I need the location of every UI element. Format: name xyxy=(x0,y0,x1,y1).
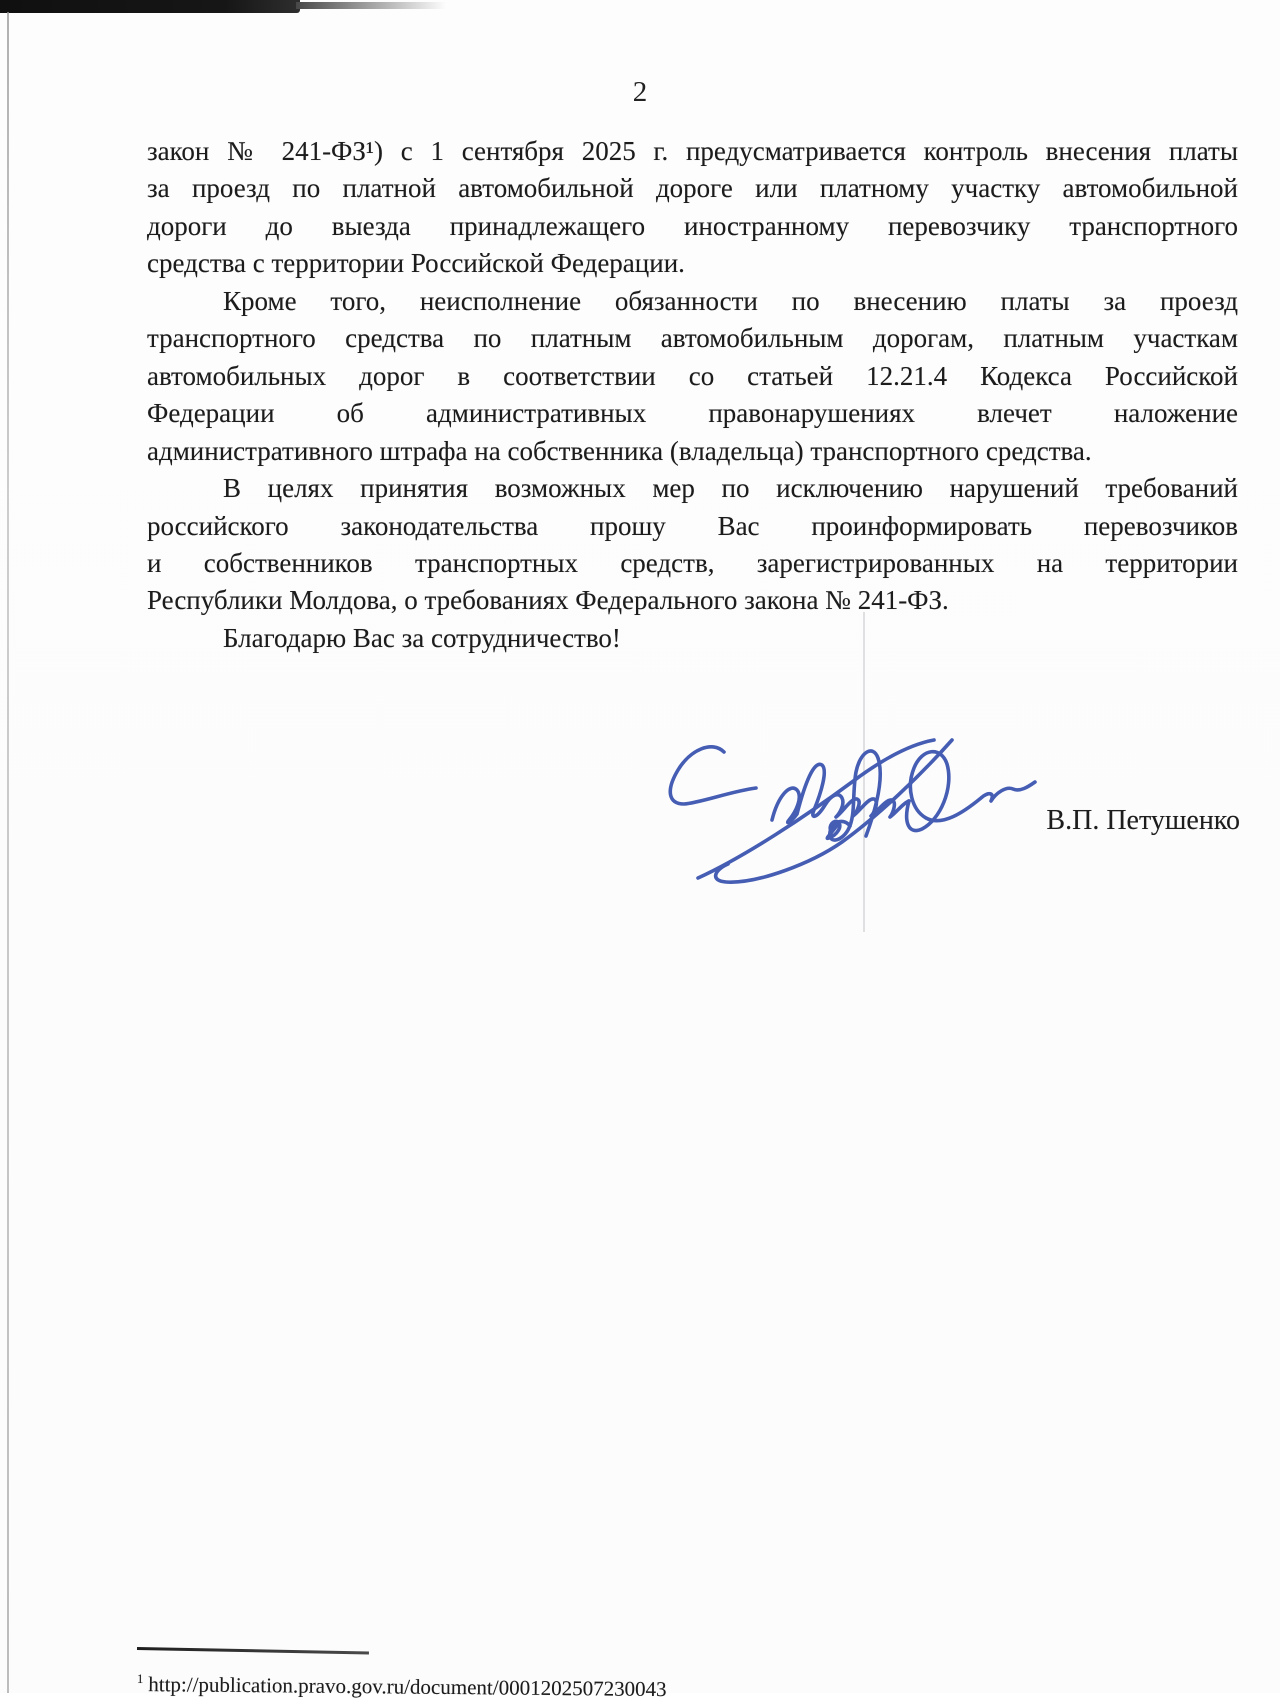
paragraph xyxy=(147,470,1238,620)
footnote-divider xyxy=(137,1647,369,1654)
body-line: российского законодательства прошу Вас проинформировать перевозчиков xyxy=(147,510,1238,541)
body-line: Кроме того, неисполнение обязанности по внесению платы за проезд xyxy=(223,285,1238,316)
scan-artifact-left-edge xyxy=(7,12,9,1693)
body-line: за проезд по платной автомобильной дороге или платному участку автомобильной xyxy=(147,173,1238,204)
body-line: и собственников транспортных средств, зарегистрированных на территории xyxy=(147,547,1238,578)
signature-stroke-word xyxy=(772,764,909,822)
body-line: закон № 241-ФЗ¹) с 1 сентября 2025 г. предусматривается контроль внесения платы xyxy=(147,136,1238,166)
signer-name: В.П. Петушенко xyxy=(1046,805,1240,836)
footnote xyxy=(137,1666,667,1702)
signature-stroke-c xyxy=(670,747,756,804)
letter-body xyxy=(147,133,1238,657)
body-line: Благодарю Вас за сотрудничество! xyxy=(223,622,621,653)
body-line: В целях принятия возможных мер по исключению нарушений требований xyxy=(223,473,1238,504)
body-line: автомобильных дорог в соответствии со статьей 12.21.4 Кодекса Российской xyxy=(147,360,1238,391)
paragraph xyxy=(147,283,1238,470)
body-line: транспортного средства по платным автомобильным дорогам, платным участкам xyxy=(147,323,1238,354)
body-line: средства с территории Российской Федерации. xyxy=(147,248,685,279)
footnote-marker: 1 xyxy=(136,1670,144,1687)
signature-stroke-knot xyxy=(827,821,840,838)
body-line: Республики Молдова, о требованиях Федерального закона № 241-ФЗ. xyxy=(147,585,949,616)
page-number: 2 xyxy=(632,76,648,108)
body-line: дороги до выезда принадлежащего иностранному перевозчику транспортного xyxy=(147,210,1238,241)
footnote-url: http://publication.pravo.gov.ru/document/0001202507230043 xyxy=(148,1672,667,1702)
paragraph xyxy=(147,133,1238,283)
handwritten-signature xyxy=(598,688,1058,893)
body-line: Федерации об административных правонарушениях влечет наложение xyxy=(147,398,1238,429)
paragraph xyxy=(147,620,1238,657)
scan-artifact-top-bar-fade xyxy=(296,2,446,9)
scan-artifact-top-bar xyxy=(0,0,300,13)
body-line: административного штрафа на собственника (владельца) транспортного средства. xyxy=(147,435,1092,466)
